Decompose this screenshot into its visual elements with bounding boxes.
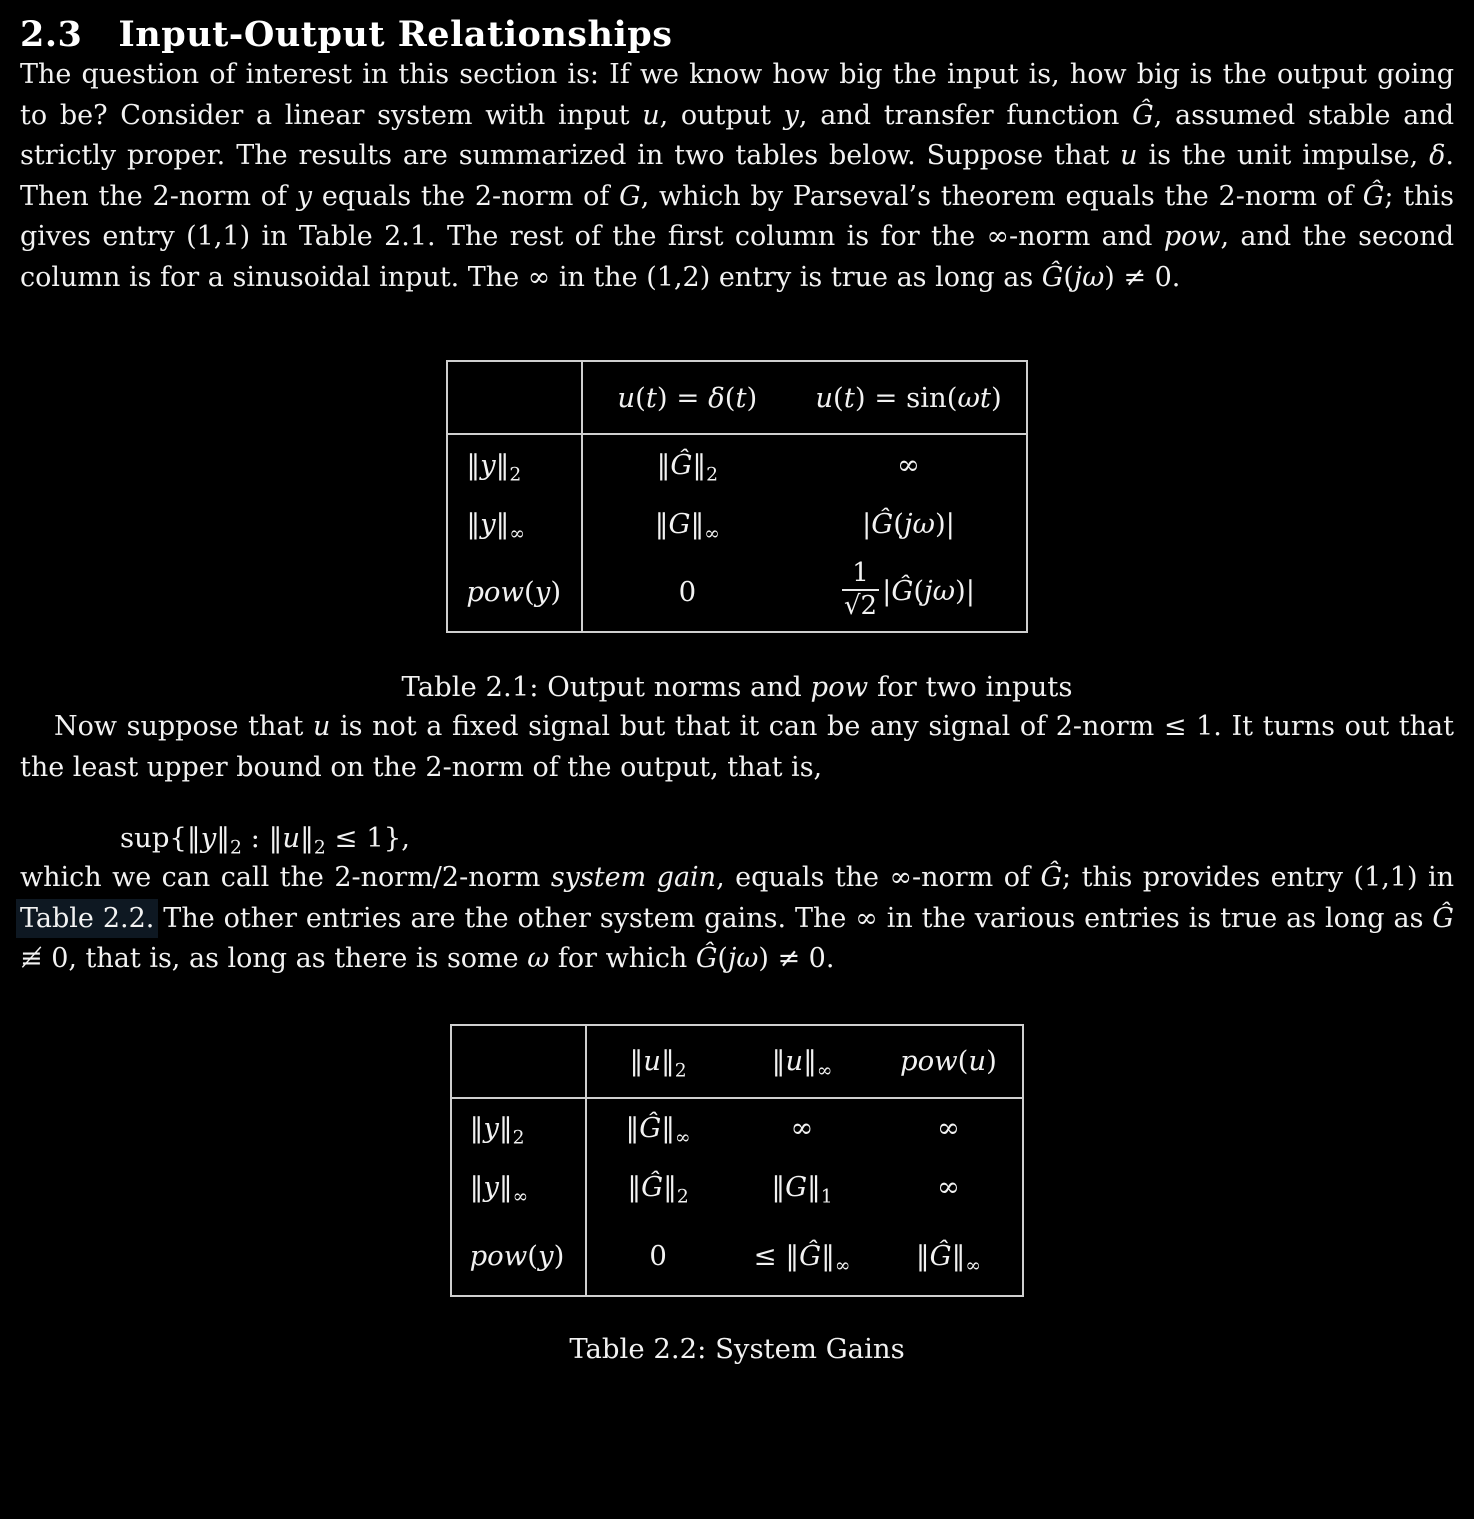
equation-sup-norm: $sup\{‖y‖_2$ : $‖u‖_2 \le 1$}, [120, 822, 410, 859]
t2-row1-cell2: ∞ [790, 1112, 814, 1144]
table-2-2-header-row [451, 1025, 1024, 1098]
table-2-2 [450, 1024, 1025, 1297]
table-row [447, 553, 1026, 632]
paragraph-intro: The question of interest in this section is: If we know how big the input is, how big is the output going to be? Consider a linear system with input u, output y, and transfer function Ĝ, assumed stable and strictly proper. The results are summarized in two tables below. Suppose that u is the unit impulse, δ. Then the 2-norm of y equals the 2-norm of G, which by Parseval’s theorem equals the 2-norm of Ĝ; this gives entry (1,1) in Table 2.1. The rest of the first column is for the ∞-norm and pow, and the second column is for a sinusoidal input. The ∞ in the (1,2) entry is true as long as Ĝ(jω) ≠ 0. [20, 59, 1455, 293]
t1-row1-cell2: ∞ [897, 448, 920, 481]
table-row [451, 1158, 1024, 1217]
table-2-2-container [20, 1024, 1454, 1297]
t1-row2-cell2: |Ĝ(jω)| [862, 507, 955, 540]
t2-row2-cell2: $‖G‖_1$ [771, 1171, 833, 1208]
table-row [447, 494, 1026, 553]
section-title: Input-Output Relationships [118, 14, 673, 55]
t2-row2-label: $‖y‖_\infty$ [451, 1158, 586, 1217]
table-2-1-caption: Table 2.1: Output norms and pow for two inputs [401, 671, 1073, 703]
t2-row1-cell3: ∞ [936, 1112, 960, 1144]
t2-row1-cell1: $‖Ĝ‖_\infty$ [625, 1112, 691, 1149]
table-2-2-caption: Table 2.2: System Gains [569, 1332, 905, 1365]
t2-row1-label: $‖y‖_2$ [451, 1098, 586, 1158]
t1-row3-cell1: 0 [678, 576, 697, 608]
section-heading [20, 14, 1454, 55]
section-number: 2.3 [20, 14, 83, 55]
t2-corner-cell [451, 1025, 586, 1098]
t2-row3-cell3: $‖Ĝ‖_\infty$ [915, 1239, 981, 1276]
t1-row1-label: $‖y‖_2$ [447, 434, 582, 494]
t2-header-powu: pow(u) [874, 1025, 1023, 1098]
t1-row3-cell2: $\frac{1}{√2}$ |Ĝ(jω)| [843, 557, 976, 621]
t1-header-sine: u(t) = sin(ωt) [791, 361, 1026, 434]
table-2-1 [446, 360, 1027, 633]
t2-header-u2: $‖u‖_2$ [586, 1025, 730, 1098]
t2-row2-cell1: $‖Ĝ‖_2$ [627, 1171, 689, 1208]
t1-row1-cell1: $‖Ĝ‖_2$ [656, 448, 718, 485]
t1-row3-label: pow(y) [447, 553, 582, 632]
t1-row2-cell1: $‖G‖_\infty$ [654, 507, 720, 544]
t2-row3-cell1: 0 [649, 1239, 667, 1272]
t2-header-uinf: $‖u‖_\infty$ [730, 1025, 875, 1098]
paragraph-suppose: Now suppose that u is not a fixed signal but that it can be any signal of 2-norm ≤ 1. It turns out that the least upper bound on the 2-norm of the output, that is, [20, 711, 1454, 783]
t2-row2-cell3: ∞ [936, 1171, 960, 1203]
table-row [451, 1098, 1024, 1158]
table-2-1-container [20, 360, 1454, 633]
t1-corner-cell [447, 361, 582, 434]
table-row [451, 1217, 1024, 1296]
t1-header-impulse: u(t) = δ(t) [582, 361, 791, 434]
t1-row2-label: $‖y‖_\infty$ [447, 494, 582, 553]
table-2-1-header-row [447, 361, 1026, 434]
paragraph-system-gain: which we can call the 2-norm/2-norm system gain, equals the ∞-norm of Ĝ; this provides entry (1,1) in Table 2.2. The other entries are the other system gains. The ∞ in the various entries is true as long as Ĝ ≢ 0, that is, as long as there is some ω for which Ĝ(jω) ≠ 0. [20, 862, 1454, 974]
t2-row3-cell2: ≤ $‖Ĝ‖_\infty$ [753, 1239, 851, 1276]
t2-row3-label: pow(y) [451, 1217, 586, 1296]
table-row [447, 434, 1026, 494]
